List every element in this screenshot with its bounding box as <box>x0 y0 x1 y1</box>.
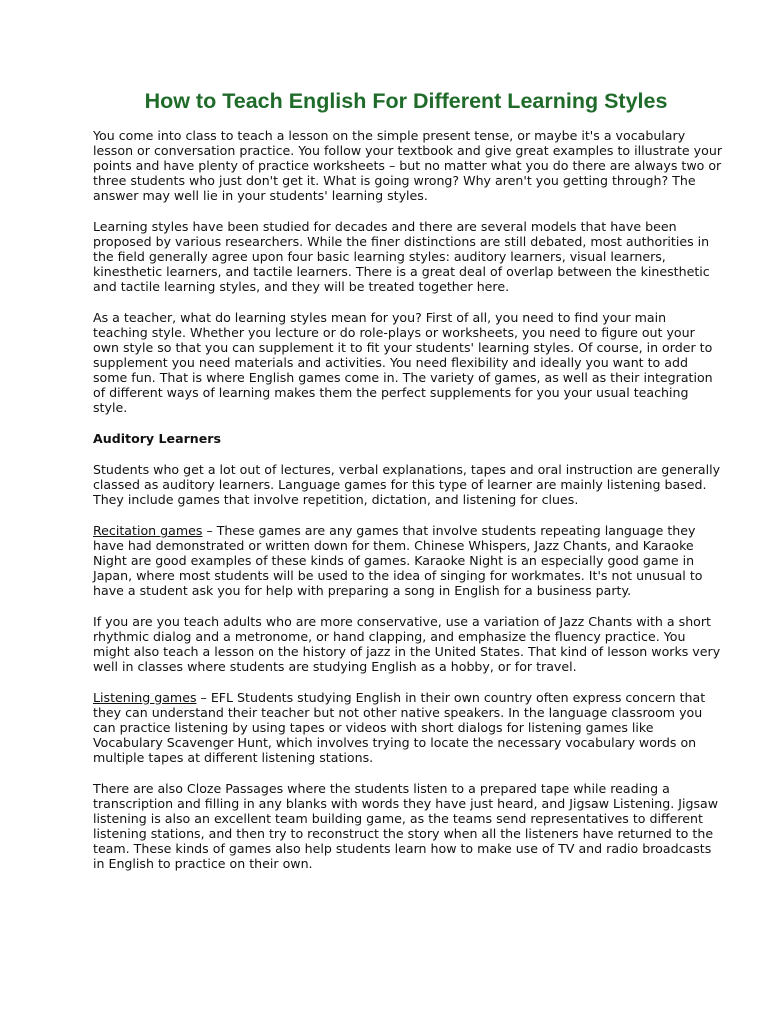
listening-games-paragraph <box>93 690 723 765</box>
document-page <box>93 88 723 887</box>
recitation-games-term: Recitation games <box>93 523 203 538</box>
recitation-games-text: – These games are any games that involve students repeating language they have had demonstrated or written down for them. Chinese Whispers, Jazz Chants, and Karaoke Night are good examples of these kinds of games. Karaoke Night is an especially good game in Japan, where most students will be used to the idea of singing for workmates. It's not unusual to have a student ask you for help with preparing a song in English for a business party. <box>93 523 703 598</box>
auditory-intro-paragraph: Students who get a lot out of lectures, verbal explanations, tapes and oral instruction are generally classed as auditory learners. Language games for this type of learner are mainly listening based. They include games that involve repetition, dictation, and listening for clues. <box>93 462 721 507</box>
teacher-paragraph: As a teacher, what do learning styles mean for you? First of all, you need to find your main teaching style. Whether you lecture or do role-plays or worksheets, you need to figure out your own style so that you can supplement it to fit your students' learning styles. Of course, in order to supplement you need materials and activities. You need flexibility and ideally you want to add some fun. That is where English games come in. The variety of games, as well as their integration of different ways of learning makes them the perfect supplements for you your usual teaching style. <box>93 310 713 415</box>
learning-styles-paragraph: Learning styles have been studied for decades and there are several models that have been proposed by various researchers. While the finer distinctions are still debated, most authorities in the field generally agree upon four basic learning styles: auditory learners, visual learners, kinesthetic learners, and tactile learners. There is a great deal of overlap between the kinesthetic and tactile learning styles, and they will be treated together here. <box>93 219 710 294</box>
section-heading-auditory-learners: Auditory Learners <box>93 431 222 446</box>
cloze-passages-paragraph: There are also Cloze Passages where the students listen to a prepared tape while reading a transcription and filling in any blanks with words they have just heard, and Jigsaw Listening. Jigsaw listening is also an excellent team building game, as the teams send representatives to different listening stations, and then try to reconstruct the story when all the listeners have returned to the team. These kinds of games also help students learn how to make use of TV and radio broadcasts in English to practice on their own. <box>93 781 719 871</box>
listening-games-text: – EFL Students studying English in their own country often express concern that they can understand their teacher but not other native speakers. In the language classroom you can practice listening by using tapes or videos with short dialogs for listening games like Vocabulary Scavenger Hunt, which involves trying to locate the necessary vocabulary words on multiple tapes at different listening stations. <box>93 690 706 765</box>
document-title: How to Teach English For Different Learning Styles <box>144 89 668 113</box>
listening-games-term: Listening games <box>93 690 197 705</box>
recitation-games-paragraph <box>93 523 723 598</box>
adults-paragraph: If you are you teach adults who are more conservative, use a variation of Jazz Chants with a short rhythmic dialog and a metronome, or hand clapping, and emphasize the fluency practice. You might also teach a lesson on the history of jazz in the United States. That kind of lesson works very well in classes where students are studying English as a hobby, or for travel. <box>93 614 721 674</box>
intro-paragraph: You come into class to teach a lesson on the simple present tense, or maybe it's a vocabulary lesson or conversation practice. You follow your textbook and give great examples to illustrate your points and have plenty of practice worksheets – but no matter what you do there are always two or three students who just don't get it. What is going wrong? Why aren't you getting through? The answer may well lie in your students' learning styles. <box>93 128 722 203</box>
